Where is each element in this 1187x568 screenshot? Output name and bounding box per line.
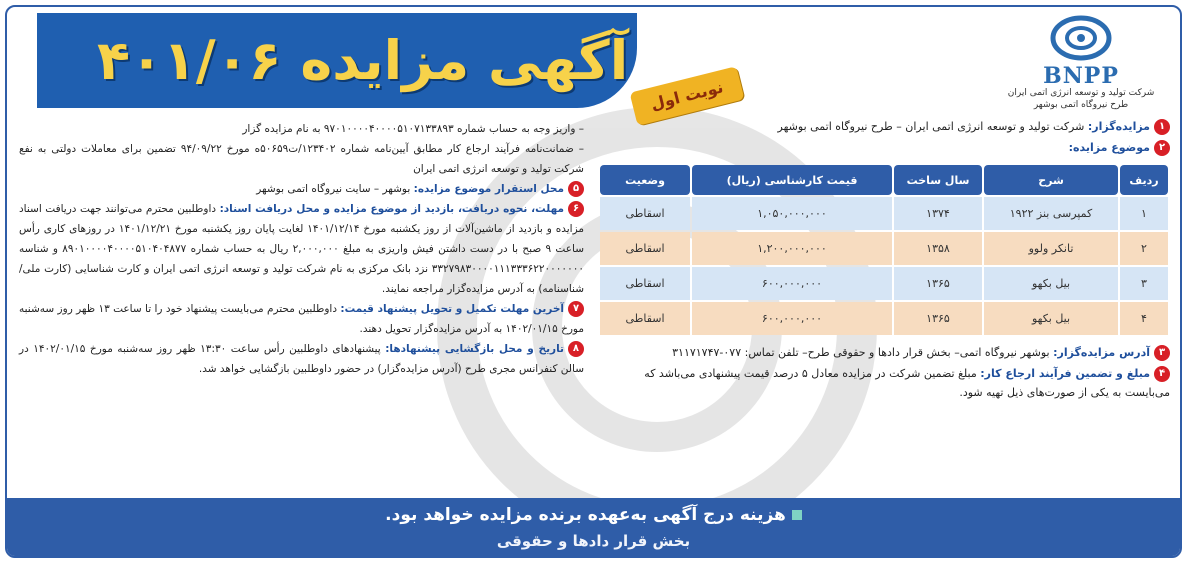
atom-logo-icon: [1050, 15, 1112, 61]
item-label: تاریخ و محل بازگشایی پیشنهادها:: [385, 343, 564, 355]
organization-name: [996, 87, 1166, 111]
header: [7, 7, 1180, 112]
item-text: داوطلبین محترم می‌توانند جهت دریافت اسناد مزایده و بازدید از ماشین‌آلات از روز یکشنبه مورخ ۱۴۰۱/۱۲/۱۴ لغایت پایان روز یکشنبه مورخ ۱۴۰۱/۱۲/۲۱ در روزهای کاری رأس ساعت ۹ صبح با در دست داشتن فیش واریزی به مبلغ ۲,۰۰۰,۰۰۰ ریال به حساب شماره ۸۹۰۱۰۰۰۰۴۰۰۰۰۵۱۰۴۰۴۸۷۷ و شناسه ۳۳۲۷۹۸۳۰۰۰۰۱۱۱۳۳۳۶۲۲۰۰۰۰۰۰۰ نزد بانک مرکزی به نام شرکت تولید و توسعه انرژی اتمی ایران و کارت شناسایی (کارت ملی/شناسنامه) به آدرس مزایده‌گزار مراجعه نمایند.: [19, 203, 584, 295]
item-number: ۱: [1154, 119, 1170, 135]
logo-abbreviation: BNPP: [1043, 63, 1119, 89]
item-label: مبلغ و تضمین فرآیند ارجاع کار:: [980, 367, 1150, 380]
logo: [996, 15, 1166, 110]
col-header-description: شرح: [984, 165, 1118, 195]
table-header-row: [600, 165, 1168, 195]
item-text: پیشنهادهای داوطلبین رأس ساعت ۱۳:۳۰ ظهر روز سه‌شنبه مورخ ۱۴۰۲/۰۱/۱۵ در سالن کنفرانس مجری طرح (آدرس مزایده‌گزار) در حضور داوطلبین بازگشایی خواهد شد.: [19, 343, 584, 375]
cell-description: بیل بکهو: [984, 267, 1118, 300]
footer-department: بخش قرار دادها و حقوقی: [496, 532, 691, 550]
item-number: ۲: [1154, 140, 1170, 156]
table-row: [600, 232, 1168, 265]
item-text: بوشهر نیروگاه اتمی– بخش قرار دادها و حقوقی طرح– تلفن تماس: ۰۷۷-۳۱۱۷۱۷۴۷: [672, 346, 1054, 359]
item-label: آخرین مهلت تکمیل و تحویل پیشنهاد قیمت:: [340, 303, 565, 315]
item-number: ۸: [568, 341, 584, 357]
payment-option-deposit: – واریز وجه به حساب شماره ۹۷۰۱۰۰۰۰۴۰۰۰۰۵۱۰۷۱۳۳۸۹۳ به نام مزایده گزار: [242, 123, 584, 135]
cell-year: ۱۳۷۴: [894, 197, 982, 230]
payment-option-guarantee: – ضمانت‌نامه فرآیند ارجاع کار مطابق آیین‌نامه شماره ۱۲۳۴۰۲/ت۵۰۶۵۹ه مورخ ۹۴/۰۹/۲۲ تضمین برای معاملات دولتی به نفع شرکت تولید و توسعه انرژی اتمی ایران: [19, 143, 585, 175]
cell-row-number: ۲: [1120, 232, 1168, 265]
item-text: بوشهر – سایت نیروگاه اتمی بوشهر: [256, 183, 414, 195]
item-guarantee: [598, 364, 1170, 402]
item-label: آدرس مزایده‌گزار:: [1053, 346, 1150, 359]
cell-price: ۱,۰۵۰,۰۰۰,۰۰۰: [692, 197, 892, 230]
cell-row-number: ۳: [1120, 267, 1168, 300]
item-documents: [19, 199, 584, 299]
left-column: [19, 119, 584, 379]
title-banner: [37, 13, 637, 108]
cell-status: اسقاطی: [600, 197, 690, 230]
cell-description: بیل بکهو: [984, 302, 1118, 335]
item-label: محل استقرار موضوع مزایده:: [413, 183, 564, 195]
cell-row-number: ۱: [1120, 197, 1168, 230]
auction-notice: [5, 5, 1182, 558]
org-name-line1: شرکت تولید و توسعه انرژی اتمی ایران: [1007, 88, 1155, 98]
item-deadline: [19, 299, 584, 339]
item-location: [19, 179, 584, 199]
square-bullet-icon: [792, 510, 802, 520]
item-text: شرکت تولید و توسعه انرژی اتمی ایران – طرح نیروگاه اتمی بوشهر: [777, 120, 1088, 133]
item-label: مزایده‌گزار:: [1087, 120, 1150, 133]
item-subject: [598, 138, 1170, 157]
lots-table: [598, 163, 1170, 337]
cell-description: کمپرسی بنز ۱۹۲۲: [984, 197, 1118, 230]
page-title: آگهی مزایده ۴۰۱/۰۶: [97, 29, 629, 92]
item-number: ۵: [568, 181, 584, 197]
cell-year: ۱۳۵۸: [894, 232, 982, 265]
item-label: مهلت، نحوه دریافت، بازدید از موضوع مزایده و محل دریافت اسناد:: [219, 203, 565, 215]
cell-year: ۱۳۶۵: [894, 302, 982, 335]
item-opening: [19, 339, 584, 379]
cell-status: اسقاطی: [600, 267, 690, 300]
table-row: [600, 302, 1168, 335]
col-header-year: سال ساخت: [894, 165, 982, 195]
footer: [7, 498, 1180, 556]
item-number: ۶: [568, 201, 584, 217]
item-number: ۳: [1154, 345, 1170, 361]
cell-status: اسقاطی: [600, 232, 690, 265]
cell-price: ۱,۲۰۰,۰۰۰,۰۰۰: [692, 232, 892, 265]
right-column: [598, 117, 1170, 404]
footer-note-text: هزینه درج آگهی به‌عهده برنده مزایده خواهد بود.: [385, 505, 786, 525]
cell-status: اسقاطی: [600, 302, 690, 335]
item-label: موضوع مزایده:: [1068, 141, 1150, 154]
footer-note: [7, 498, 1180, 530]
col-header-price: قیمت کارشناسی (ریال): [692, 165, 892, 195]
item-number: ۴: [1154, 366, 1170, 382]
cell-row-number: ۴: [1120, 302, 1168, 335]
org-name-line2: طرح نیروگاه اتمی بوشهر: [1033, 100, 1129, 110]
col-header-status: وضعیت: [600, 165, 690, 195]
round-badge: نوبت اول: [630, 66, 745, 126]
table-row: [600, 197, 1168, 230]
table-row: [600, 267, 1168, 300]
cell-year: ۱۳۶۵: [894, 267, 982, 300]
item-address: [598, 343, 1170, 362]
cell-price: ۶۰۰,۰۰۰,۰۰۰: [692, 267, 892, 300]
item-text: مبلغ تضمین شرکت در مزایده معادل ۵ درصد قیمت پیشنهادی می‌باشد که می‌بایست به یکی از صورت‌های ذیل تهیه شود.: [644, 367, 1170, 399]
cell-price: ۶۰۰,۰۰۰,۰۰۰: [692, 302, 892, 335]
item-text: داوطلبین محترم می‌بایست پیشنهاد خود را تا ساعت ۱۳ ظهر روز سه‌شنبه مورخ ۱۴۰۲/۰۱/۱۵ به آدرس مزایده‌گزار تحویل دهند.: [19, 303, 584, 335]
cell-description: تانکر ولوو: [984, 232, 1118, 265]
col-header-row-number: ردیف: [1120, 165, 1168, 195]
item-organizer: [598, 117, 1170, 136]
item-number: ۷: [568, 301, 584, 317]
